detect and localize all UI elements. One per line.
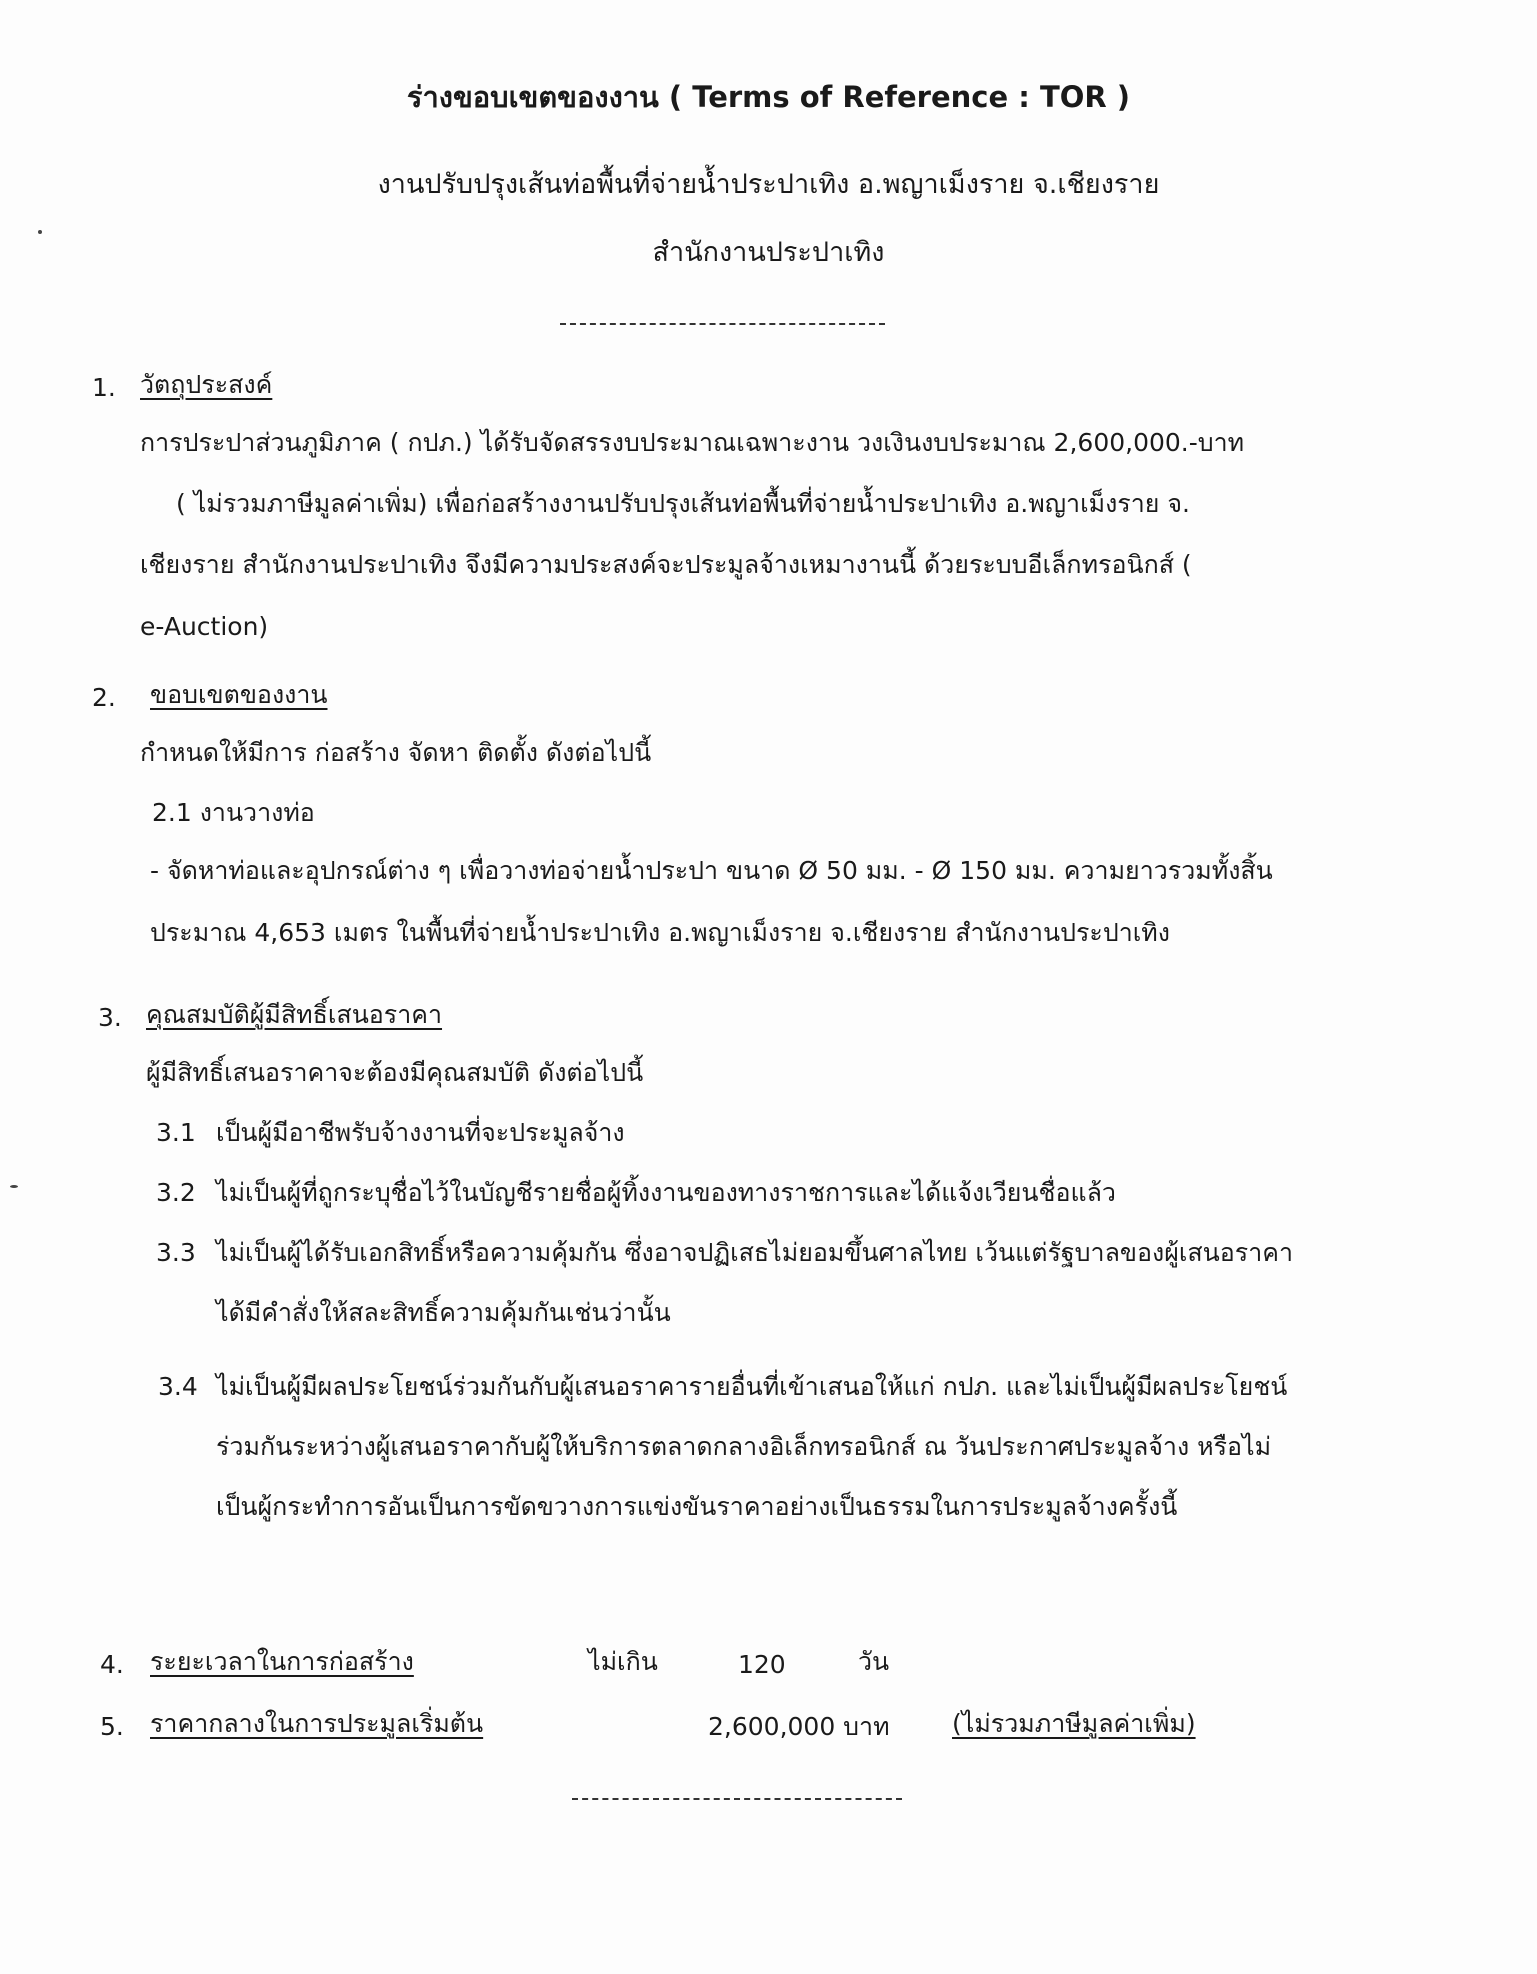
section1-line: การประปาส่วนภูมิภาค ( กปภ.) ได้รับจัดสรรงบประมาณเฉพาะงาน วงเงินงบประมาณ 2,600,000.-บาท [140, 428, 1245, 457]
scan-speck [38, 230, 42, 234]
section1-line: e-Auction) [140, 612, 269, 641]
section4-number: 4. [100, 1650, 124, 1679]
project-subtitle: งานปรับปรุงเส้นท่อพื้นที่จ่ายน้ำประปาเทิง อ.พญาเม็งราย จ.เชียงราย [377, 169, 1160, 200]
section3-heading: คุณสมบัติผู้มีสิทธิ์เสนอราคา [146, 1000, 443, 1029]
section3-item-text: ไม่เป็นผู้ที่ถูกระบุชื่อไว้ในบัญชีรายชื่อผู้ทิ้งงานของทางราชการและได้แจ้งเวียนชื่อแล้ว [216, 1178, 1116, 1207]
section1-line: ( ไม่รวมภาษีมูลค่าเพิ่ม) เพื่อก่อสร้างงานปรับปรุงเส้นท่อพื้นที่จ่ายน้ำประปาเทิง อ.พญาเม็งราย จ. [176, 489, 1190, 518]
section3-item-number: 3.1 [156, 1118, 196, 1147]
section2-subtitle: 2.1 งานวางท่อ [152, 798, 315, 827]
section4-heading: ระยะเวลาในการก่อสร้าง [150, 1647, 414, 1676]
scan-speck [10, 1185, 18, 1188]
section2-line: - จัดหาท่อและอุปกรณ์ต่าง ๆ เพื่อวางท่อจ่ายน้ำประปา ขนาด Ø 50 มม. - Ø 150 มม. ความยาวรวมทั้งสิ้น [150, 856, 1273, 885]
section3-item-number: 3.4 [158, 1372, 198, 1401]
section5-number: 5. [100, 1712, 124, 1741]
section1-number: 1. [92, 373, 116, 402]
section5-note: (ไม่รวมภาษีมูลค่าเพิ่ม) [952, 1709, 1196, 1738]
section2-line: ประมาณ 4,653 เมตร ในพื้นที่จ่ายน้ำประปาเทิง อ.พญาเม็งราย จ.เชียงราย สำนักงานประปาเทิง [150, 918, 1170, 947]
section3-number: 3. [98, 1003, 122, 1032]
section3-item-number: 3.2 [156, 1178, 196, 1207]
section3-item-text: เป็นผู้กระทำการอันเป็นการขัดขวางการแข่งขันราคาอย่างเป็นธรรมในการประมูลจ้างครั้งนี้ [216, 1492, 1178, 1521]
section5-heading: ราคากลางในการประมูลเริ่มต้น [150, 1709, 484, 1738]
footer-divider [572, 1798, 902, 1800]
section4-value: 120 [738, 1650, 786, 1679]
document-title: ร่างขอบเขตของงาน ( Terms of Reference : TOR ) [406, 80, 1131, 114]
section2-heading: ขอบเขตของงาน [150, 680, 328, 709]
section3-item-number: 3.3 [156, 1238, 196, 1267]
office-name: สำนักงานประปาเทิง [652, 237, 885, 268]
section3-item-text: ร่วมกันระหว่างผู้เสนอราคากับผู้ให้บริการตลาดกลางอิเล็กทรอนิกส์ ณ วันประกาศประมูลจ้าง หรือไม่ [216, 1432, 1272, 1461]
header-divider [560, 323, 885, 325]
section4-unit: วัน [858, 1647, 890, 1676]
section3-item-text: ไม่เป็นผู้ได้รับเอกสิทธิ์หรือความคุ้มกัน ซึ่งอาจปฏิเสธไม่ยอมขึ้นศาลไทย เว้นแต่รัฐบาลของผู้เสนอราคา [216, 1238, 1293, 1267]
section1-line: เชียงราย สำนักงานประปาเทิง จึงมีความประสงค์จะประมูลจ้างเหมางานนี้ ด้วยระบบอีเล็กทรอนิกส์ ( [140, 550, 1192, 579]
section3-intro: ผู้มีสิทธิ์เสนอราคาจะต้องมีคุณสมบัติ ดังต่อไปนี้ [146, 1058, 644, 1087]
section3-item-text: ได้มีคำสั่งให้สละสิทธิ์ความคุ้มกันเช่นว่านั้น [216, 1298, 671, 1327]
section4-qualifier: ไม่เกิน [588, 1647, 658, 1676]
section5-value: 2,600,000 บาท [708, 1712, 890, 1741]
section1-heading: วัตถุประสงค์ [140, 370, 273, 399]
section3-item-text: ไม่เป็นผู้มีผลประโยชน์ร่วมกันกับผู้เสนอราคารายอื่นที่เข้าเสนอให้แก่ กปภ. และไม่เป็นผู้มีผลประโยชน์ [216, 1372, 1288, 1401]
section2-number: 2. [92, 683, 116, 712]
section3-item-text: เป็นผู้มีอาชีพรับจ้างงานที่จะประมูลจ้าง [216, 1118, 625, 1147]
section2-intro: กำหนดให้มีการ ก่อสร้าง จัดหา ติดตั้ง ดังต่อไปนี้ [140, 738, 652, 767]
